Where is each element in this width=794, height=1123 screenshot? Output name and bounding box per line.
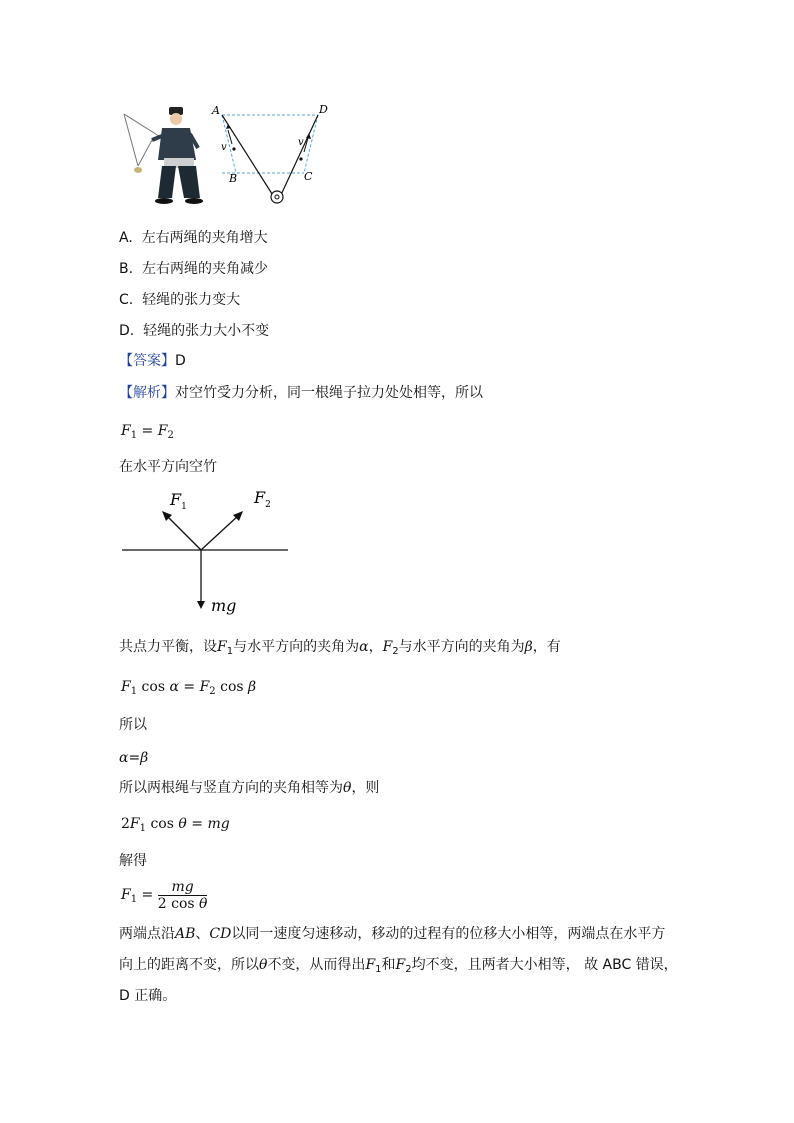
label-F1: $F_1$ [170, 490, 187, 512]
vertical-text: 所以两根绳与竖直方向的夹角相等为θ，则 [119, 780, 380, 796]
answer-label: 【答案】 [119, 353, 175, 369]
solve-text: 解得 [119, 853, 147, 869]
option-d [119, 322, 269, 340]
equation-horizontal-balance: $F_1$ $\cos \alpha = F_2$ cos β [121, 679, 257, 697]
so-text-1: 所以 [119, 717, 147, 733]
diabolo-performer-illustration [124, 107, 203, 204]
option-letter: A. [119, 230, 133, 246]
conclusion-line-3: D 正确。 [119, 988, 177, 1004]
answer-value: D [175, 353, 186, 369]
analysis-label: 【解析】 [119, 385, 175, 401]
option-c [119, 291, 240, 309]
analysis-intro [119, 384, 483, 402]
label-D: D [319, 103, 328, 116]
label-F2: $F_2$ [254, 488, 271, 510]
answer-line [119, 352, 186, 370]
force-diagram [118, 485, 293, 615]
analysis-intro-text: 对空竹受力分析，同一根绳子拉力处处相等，所以 [175, 385, 483, 401]
motion-diagram [211, 103, 328, 203]
top-figure [118, 100, 338, 215]
conclusion-line-1: 两端点沿AB、CD以同一速度匀速移动，移动的过程有的位移大小相等，两端点在水平方 [119, 926, 666, 942]
option-text: 轻绳的张力大小不变 [143, 323, 270, 339]
fraction: $\frac{mg}{\text{2 cos θ}}$ [157, 878, 208, 912]
equation-f1-equals-f2: $F_1 = F_2$ [121, 423, 174, 441]
option-letter: D. [119, 323, 135, 339]
label-v-right: v [298, 137, 304, 148]
label-mg: mg [211, 596, 237, 615]
label-A: A [212, 104, 220, 117]
label-C: C [304, 170, 313, 183]
equation-solution: $F_1$ = $\frac{mg}{\text{2 cos θ}}$ [121, 878, 208, 912]
option-text: 轻绳的张力变大 [142, 292, 241, 308]
equation-vertical-balance: $2F_1$ cos θ = mg [121, 816, 230, 834]
horizontal-text: 在水平方向空竹 [119, 459, 217, 475]
conclusion-line-2: 向上的距离不变，所以θ不变，从而得出$F_1$和$F_2$均不变，且两者大小相等， 故 ABC 错误， [119, 957, 678, 975]
option-text: 左右两绳的夹角减少 [141, 261, 268, 277]
option-letter: C. [119, 292, 134, 308]
equation-alpha-equals-beta: α=β [119, 750, 149, 766]
option-b [119, 260, 268, 278]
label-B: B [229, 172, 238, 185]
option-letter: B. [119, 261, 134, 277]
option-text: 左右两绳的夹角增大 [141, 230, 268, 246]
equilibrium-text: 共点力平衡，设$F_1$与水平方向的夹角为α，$F_2$与水平方向的夹角为β，有 [119, 639, 561, 657]
label-v-left: v [221, 142, 227, 153]
option-a [119, 229, 268, 247]
